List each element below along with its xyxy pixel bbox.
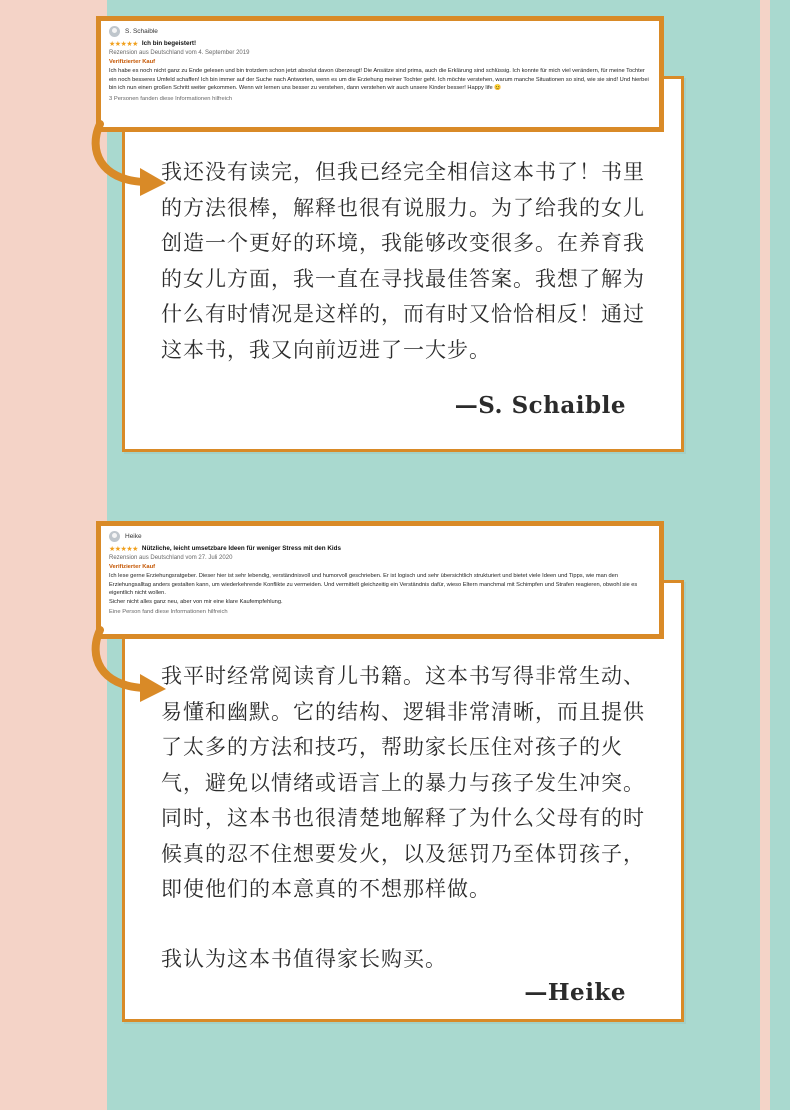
review-body: Ich lese gerne Erziehungsratgeber. Dieser hier ist sehr lebendig, verständnisvoll und humorvoll geschrieben. Er ist logisch und sehr übersichtlich strukturiert und bietet viele Ideen und Tipps, wie man den Erziehungsalltag anders gestalten kann, um wiederkehrende Konflikte zu vermeiden. Und vermittelt gleichzeitig ein Verständnis dafür, wieso Eltern manchmal mit Schimpfen und Strafen reagieren, obwohl sie es eigentlich nicht wollen. — [109, 573, 638, 597]
verified-badge: Verifizierter Kauf — [109, 59, 156, 65]
translation-box — [122, 76, 684, 452]
quote-author: —S. Schaible — [454, 392, 626, 419]
review-meta: Rezension aus Deutschland vom 4. September 2019 — [109, 50, 250, 56]
translation-text: 我平时经常阅读育儿书籍。这本书写得非常生动、易懂和幽默。它的结构、逻辑非常清晰，而且提供了太多的方法和技巧，帮助家长压住对孩子的火气，避免以情绪或语言上的暴力与孩子发生冲突。同时，这本书也很清楚地解释了为什么父母有的时候真的忍不住想要发火，以及惩罚乃至体罚孩子，即使他们的本意真的不想那样做。 — [161, 664, 645, 901]
review-card — [96, 521, 664, 639]
review-meta: Rezension aus Deutschland vom 27. Juli 2020 — [109, 555, 233, 561]
star-rating: ★★★★★ — [109, 545, 138, 553]
translation-text: 我还没有读完，但我已经完全相信这本书了！书里的方法很棒，解释也很有说服力。为了给我的女儿创造一个更好的环境，我能够改变很多。在养育我的女儿方面，我一直在寻找最佳答案。我想了解为什么有时情况是这样的，而有时又恰恰相反！通过这本书，我又向前迈进了一大步。 — [161, 160, 645, 362]
helpful-count: Eine Person fand diese Informationen hilfreich — [109, 609, 228, 616]
curved-arrow-icon — [82, 120, 172, 200]
review-body-closing: Sicher nicht alles ganz neu, aber von mir eine klare Kaufempfehlung. — [109, 598, 283, 605]
star-rating: ★★★★★ — [109, 40, 138, 48]
avatar-icon — [109, 531, 120, 542]
review-title: Nützliche, leicht umsetzbare Ideen für weniger Stress mit den Kids — [141, 545, 341, 552]
reviewer-name: S. Schaible — [125, 27, 158, 35]
review-card — [96, 16, 664, 132]
avatar-icon — [109, 26, 120, 37]
background-stripe — [770, 0, 790, 1110]
curved-arrow-icon — [82, 626, 172, 706]
reviewer-name: Heike — [125, 532, 142, 540]
quote-author: —Heike — [524, 979, 626, 1006]
background-stripe — [760, 0, 770, 1110]
verified-badge: Verifizierter Kauf — [109, 564, 156, 570]
translation-text: 我认为这本书值得家长购买。 — [161, 947, 447, 971]
translation-box — [122, 580, 684, 1022]
review-title: Ich bin begeistert! — [141, 40, 197, 47]
helpful-count: 3 Personen fanden diese Informationen hilfreich — [109, 95, 233, 102]
review-body: Ich habe es noch nicht ganz zu Ende gelesen und bin trotzdem schon jetzt absolut davon überzeugt! Die Ansätze sind prima, auch die Erklärung sind schlüssig. Ich konnte für mich viel verändern, für meine Tochter ein noch besseres Umfeld schaffen! Ich bin immer auf der Suche nach Antworten, wenn es um die Erziehung meiner Tochter geht. Ich möchte verstehen, warum manche Situationen so sind, wie sie sind! Und hierbei bin ich nun einen großen Schritt weiter gekommen. Wenn wir lernen uns besser zu verstehen, dann verstehen wir auch unsere Kinder besser! Happy life 😊 — [109, 68, 649, 92]
